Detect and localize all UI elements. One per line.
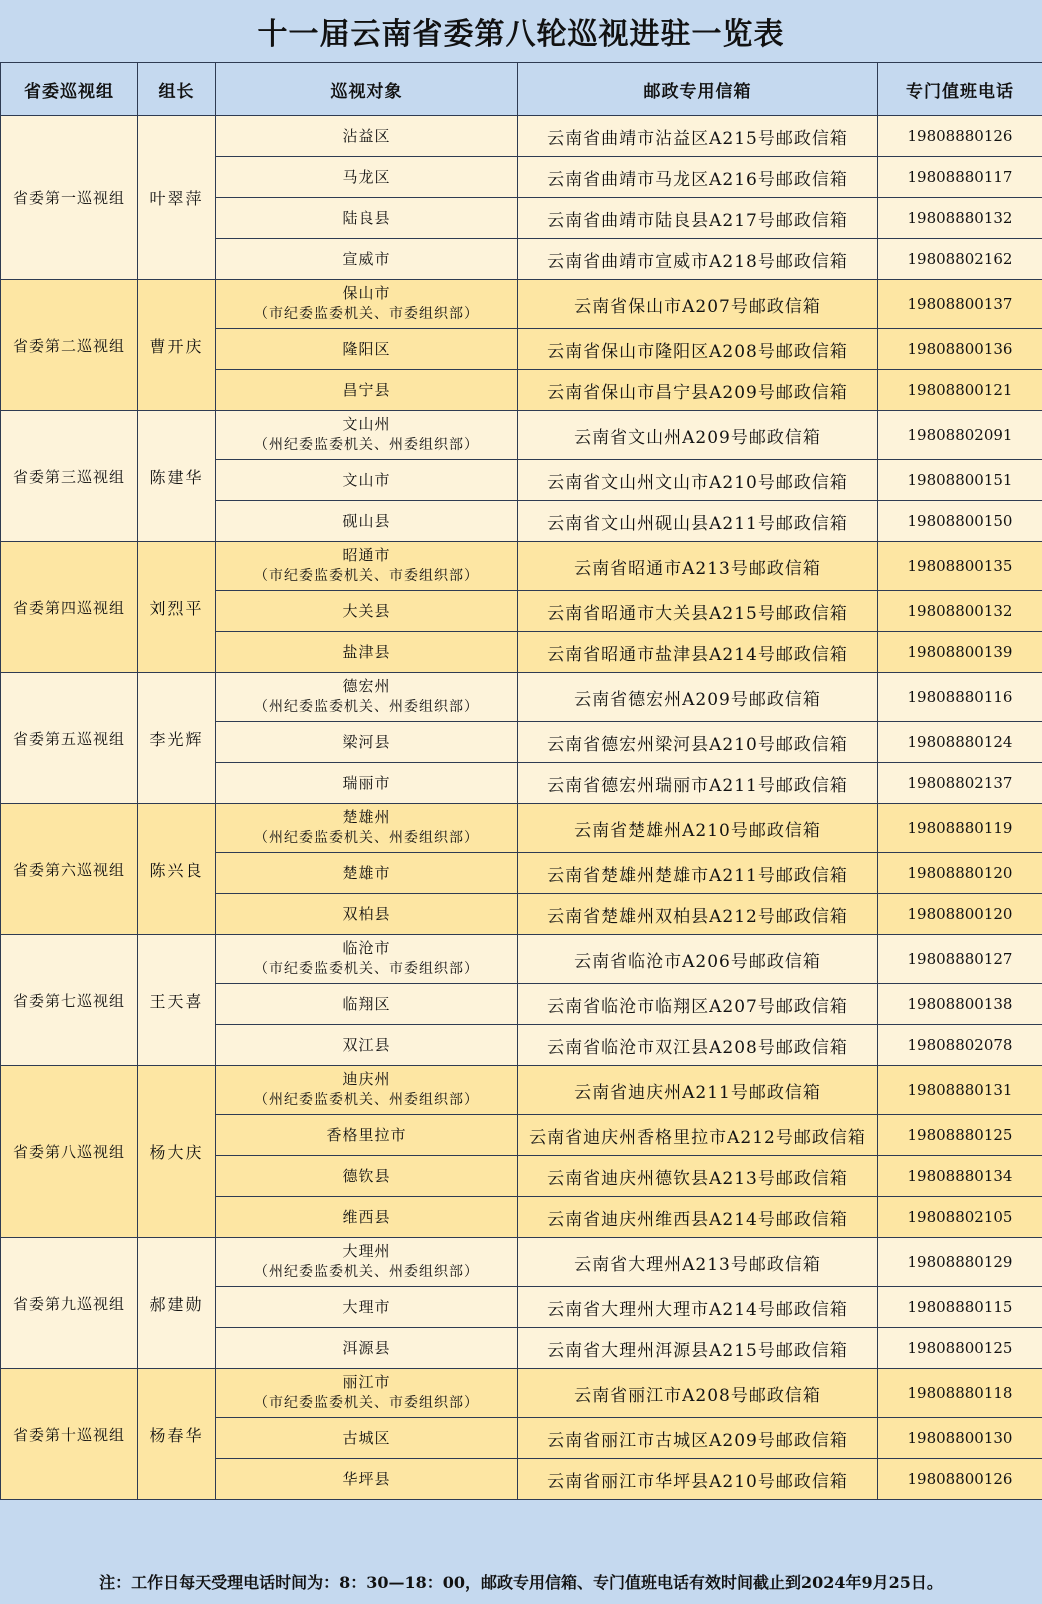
target-name: 德宏州 [342,677,391,695]
inspection-table [0,62,1042,1500]
target-subunits: （州纪委监委机关、州委组织部） [254,437,479,453]
group-leader-cell: 王天喜 [138,935,216,1066]
group-leader-cell: 李光辉 [138,673,216,804]
group-leader-cell: 陈兴良 [138,804,216,935]
table-row [1,411,1042,460]
mailbox-cell: 云南省迪庆州香格里拉市A212号邮政信箱 [518,1115,878,1156]
mailbox-cell: 云南省楚雄州楚雄市A211号邮政信箱 [518,853,878,894]
target-name: 丽江市 [342,1373,391,1391]
target-subunits: （州纪委监委机关、州委组织部） [254,1264,479,1280]
target-name: 大理市 [342,1297,391,1316]
phone-cell: 19808800121 [878,370,1042,411]
mailbox-cell: 云南省文山州文山市A210号邮政信箱 [518,460,878,501]
page-title: 十一届云南省委第八轮巡视进驻一览表 [0,0,1042,62]
target-cell [216,1197,518,1238]
mailbox-cell: 云南省临沧市临翔区A207号邮政信箱 [518,984,878,1025]
table-row [1,1369,1042,1418]
target-name: 马龙区 [342,167,391,186]
target-cell [216,591,518,632]
mailbox-cell: 云南省昭通市盐津县A214号邮政信箱 [518,632,878,673]
target-name: 大关县 [342,601,391,620]
target-cell [216,370,518,411]
phone-cell: 19808800132 [878,591,1042,632]
target-cell [216,935,518,984]
group-leader-cell: 叶翠萍 [138,116,216,280]
group-leader-cell: 杨春华 [138,1369,216,1500]
footer-note: 注：工作日每天受理电话时间为：8：30—18：00，邮政专用信箱、专门值班电话有效时间截止到2024年9月25日。 [0,1558,1042,1604]
group-name-cell: 省委第二巡视组 [1,280,138,411]
phone-cell: 19808880132 [878,198,1042,239]
header-phone: 专门值班电话 [878,63,1042,116]
target-cell [216,1328,518,1369]
mailbox-cell: 云南省昭通市大关县A215号邮政信箱 [518,591,878,632]
target-cell [216,1238,518,1287]
group-name-cell: 省委第三巡视组 [1,411,138,542]
target-subunits: （市纪委监委机关、市委组织部） [254,961,479,977]
mailbox-cell: 云南省临沧市A206号邮政信箱 [518,935,878,984]
phone-cell: 19808800139 [878,632,1042,673]
group-name-cell: 省委第八巡视组 [1,1066,138,1238]
mailbox-cell: 云南省大理州洱源县A215号邮政信箱 [518,1328,878,1369]
target-cell [216,984,518,1025]
target-cell [216,1115,518,1156]
mailbox-cell: 云南省德宏州A209号邮政信箱 [518,673,878,722]
phone-cell: 19808880124 [878,722,1042,763]
target-name: 维西县 [342,1207,391,1226]
target-name: 陆良县 [342,208,391,227]
target-cell [216,411,518,460]
target-cell [216,1025,518,1066]
mailbox-cell: 云南省昭通市A213号邮政信箱 [518,542,878,591]
target-cell [216,157,518,198]
phone-cell: 19808800150 [878,501,1042,542]
target-name: 梁河县 [342,732,391,751]
target-cell [216,1287,518,1328]
target-subunits: （州纪委监委机关、州委组织部） [254,1092,479,1108]
mailbox-cell: 云南省保山市A207号邮政信箱 [518,280,878,329]
table-row [1,1238,1042,1287]
target-name: 楚雄州 [342,808,391,826]
mailbox-cell: 云南省保山市昌宁县A209号邮政信箱 [518,370,878,411]
target-name: 迪庆州 [342,1070,391,1088]
header-group: 省委巡视组 [1,63,138,116]
target-subunits: （市纪委监委机关、市委组织部） [254,568,479,584]
table-row [1,935,1042,984]
group-name-cell: 省委第四巡视组 [1,542,138,673]
mailbox-cell: 云南省迪庆州维西县A214号邮政信箱 [518,1197,878,1238]
target-name: 洱源县 [342,1338,391,1357]
phone-cell: 19808880131 [878,1066,1042,1115]
target-name: 双柏县 [342,904,391,923]
target-name: 古城区 [342,1428,391,1447]
target-subunits: （市纪委监委机关、市委组织部） [254,306,479,322]
target-name: 砚山县 [342,511,391,530]
group-name-cell: 省委第六巡视组 [1,804,138,935]
target-cell [216,239,518,280]
group-name-cell: 省委第七巡视组 [1,935,138,1066]
phone-cell: 19808800137 [878,280,1042,329]
phone-cell: 19808880134 [878,1156,1042,1197]
mailbox-cell: 云南省楚雄州双柏县A212号邮政信箱 [518,894,878,935]
target-subunits: （市纪委监委机关、市委组织部） [254,1395,479,1411]
table-row [1,804,1042,853]
phone-cell: 19808880127 [878,935,1042,984]
target-cell [216,460,518,501]
target-cell [216,1066,518,1115]
phone-cell: 19808800138 [878,984,1042,1025]
target-cell [216,1459,518,1500]
mailbox-cell: 云南省丽江市A208号邮政信箱 [518,1369,878,1418]
target-cell [216,329,518,370]
mailbox-cell: 云南省楚雄州A210号邮政信箱 [518,804,878,853]
target-cell [216,501,518,542]
target-cell [216,763,518,804]
target-name: 临翔区 [342,994,391,1013]
target-name: 宣威市 [342,249,391,268]
phone-cell: 19808880118 [878,1369,1042,1418]
target-name: 保山市 [342,284,391,302]
group-name-cell: 省委第五巡视组 [1,673,138,804]
mailbox-cell: 云南省丽江市华坪县A210号邮政信箱 [518,1459,878,1500]
mailbox-cell: 云南省大理州大理市A214号邮政信箱 [518,1287,878,1328]
target-cell [216,1369,518,1418]
target-subunits: （州纪委监委机关、州委组织部） [254,830,479,846]
mailbox-cell: 云南省德宏州瑞丽市A211号邮政信箱 [518,763,878,804]
mailbox-cell: 云南省大理州A213号邮政信箱 [518,1238,878,1287]
phone-cell: 19808880116 [878,673,1042,722]
target-name: 文山市 [342,470,391,489]
phone-cell: 19808800135 [878,542,1042,591]
target-cell [216,853,518,894]
target-name: 德钦县 [342,1166,391,1185]
phone-cell: 19808880125 [878,1115,1042,1156]
target-cell [216,1418,518,1459]
group-name-cell: 省委第九巡视组 [1,1238,138,1369]
target-name: 沾益区 [342,126,391,145]
phone-cell: 19808802078 [878,1025,1042,1066]
phone-cell: 19808880115 [878,1287,1042,1328]
target-name: 大理州 [342,1242,391,1260]
mailbox-cell: 云南省曲靖市马龙区A216号邮政信箱 [518,157,878,198]
phone-cell: 19808800136 [878,329,1042,370]
phone-cell: 19808880126 [878,116,1042,157]
mailbox-cell: 云南省曲靖市宣威市A218号邮政信箱 [518,239,878,280]
target-name: 华坪县 [342,1469,391,1488]
mailbox-cell: 云南省保山市隆阳区A208号邮政信箱 [518,329,878,370]
phone-cell: 19808800120 [878,894,1042,935]
target-name: 文山州 [342,415,391,433]
group-leader-cell: 陈建华 [138,411,216,542]
phone-cell: 19808800126 [878,1459,1042,1500]
mailbox-cell: 云南省文山州砚山县A211号邮政信箱 [518,501,878,542]
phone-cell: 19808880129 [878,1238,1042,1287]
target-name: 瑞丽市 [342,773,391,792]
phone-cell: 19808880119 [878,804,1042,853]
header-target: 巡视对象 [216,63,518,116]
target-cell [216,542,518,591]
phone-cell: 19808802105 [878,1197,1042,1238]
phone-cell: 19808802137 [878,763,1042,804]
target-cell [216,722,518,763]
target-name: 临沧市 [342,939,391,957]
group-name-cell: 省委第十巡视组 [1,1369,138,1500]
table-row [1,542,1042,591]
group-leader-cell: 杨大庆 [138,1066,216,1238]
target-name: 楚雄市 [342,863,391,882]
group-leader-cell: 郝建勋 [138,1238,216,1369]
target-cell [216,198,518,239]
header-mailbox: 邮政专用信箱 [518,63,878,116]
mailbox-cell: 云南省文山州A209号邮政信箱 [518,411,878,460]
mailbox-cell: 云南省丽江市古城区A209号邮政信箱 [518,1418,878,1459]
target-subunits: （州纪委监委机关、州委组织部） [254,699,479,715]
table-row [1,1066,1042,1115]
target-cell [216,632,518,673]
target-name: 昭通市 [342,546,391,564]
target-name: 昌宁县 [342,380,391,399]
mailbox-cell: 云南省曲靖市陆良县A217号邮政信箱 [518,198,878,239]
target-cell [216,804,518,853]
mailbox-cell: 云南省曲靖市沾益区A215号邮政信箱 [518,116,878,157]
phone-cell: 19808802162 [878,239,1042,280]
target-cell [216,280,518,329]
target-name: 香格里拉市 [326,1125,407,1144]
phone-cell: 19808802091 [878,411,1042,460]
group-leader-cell: 刘烈平 [138,542,216,673]
table-row [1,116,1042,157]
target-name: 隆阳区 [342,339,391,358]
mailbox-cell: 云南省德宏州梁河县A210号邮政信箱 [518,722,878,763]
phone-cell: 19808800151 [878,460,1042,501]
group-name-cell: 省委第一巡视组 [1,116,138,280]
table-row [1,280,1042,329]
target-cell [216,894,518,935]
phone-cell: 19808880117 [878,157,1042,198]
target-cell [216,116,518,157]
phone-cell: 19808800130 [878,1418,1042,1459]
header-leader: 组长 [138,63,216,116]
phone-cell: 19808800125 [878,1328,1042,1369]
target-cell [216,1156,518,1197]
group-leader-cell: 曹开庆 [138,280,216,411]
mailbox-cell: 云南省临沧市双江县A208号邮政信箱 [518,1025,878,1066]
mailbox-cell: 云南省迪庆州德钦县A213号邮政信箱 [518,1156,878,1197]
mailbox-cell: 云南省迪庆州A211号邮政信箱 [518,1066,878,1115]
target-cell [216,673,518,722]
target-name: 双江县 [342,1035,391,1054]
table-row [1,673,1042,722]
header-row [1,63,1042,116]
phone-cell: 19808880120 [878,853,1042,894]
target-name: 盐津县 [342,642,391,661]
